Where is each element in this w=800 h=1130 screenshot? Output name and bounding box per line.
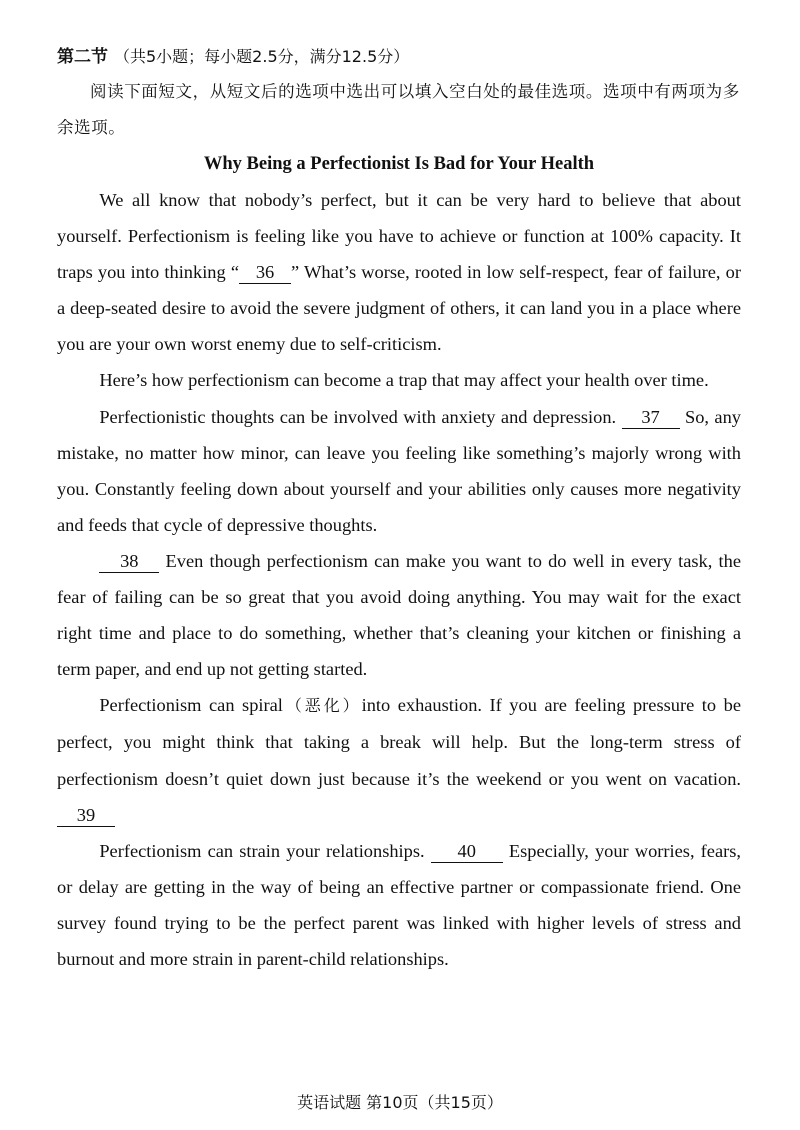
paragraph-1 — [57, 182, 741, 362]
paragraph-5-text-a: Perfectionism can spiral — [99, 695, 283, 716]
blank-36: 36 — [239, 261, 291, 284]
paragraph-3 — [57, 399, 741, 543]
instructions: 阅读下面短文，从短文后的选项中选出可以填入空白处的最佳选项。选项中有两项为多余选项。 — [57, 82, 740, 137]
paragraph-5-chinese-gloss: （恶化） — [282, 696, 362, 716]
paragraph-4 — [57, 543, 741, 687]
paragraph-1-text-b: ” What’s worse, rooted in low self-respect, fear of failure, or a deep-seated desire to avoid the severe judgment of others, it can land you in a place where you are your own worst enemy due to self-criticism. — [57, 262, 742, 355]
section-scoring-note: （共5小题；每小题2.5分，满分12.5分） — [114, 47, 410, 66]
paragraph-3-text-a: Perfectionistic thoughts can be involved with anxiety and depression. — [99, 406, 622, 427]
page-footer: 英语试题 第10页（共15页） — [297, 1093, 503, 1112]
paragraph-1-text-a: We all know that nobody’s perfect, but it can be very hard to believe that about yourself. Perfectionism is feeling like you have to achieve or function at 100% capacity. It traps you into thinking “ — [57, 190, 741, 283]
paragraph-2: Here’s how perfectionism can become a trap that may affect your health over time. — [99, 370, 709, 391]
blank-37: 37 — [622, 406, 680, 429]
paragraph-6-text-a: Perfectionism can strain your relationships. — [99, 840, 431, 861]
section-title: 第二节 — [57, 47, 108, 67]
paragraph-4-text-b: Even though perfectionism can make you want to do well in every task, the fear of failing can be so great that you avoid doing anything. You may wait for the exact right time and place to do something, whether that’s cleaning your kitchen or finishing a term paper, and end up not getting started. — [57, 550, 741, 680]
paragraph-6-text-b: Especially, your worries, fears, or delay are getting in the way of being an effective partner or compassionate friend. One survey found trying to be the perfect parent was linked with higher levels of stress and burnout and more strain in parent-child relationships. — [57, 840, 741, 969]
section-header — [57, 38, 741, 74]
paragraph-3-text-b: So, any mistake, no matter how minor, can leave you feeling like something’s majorly wrong with you. Constantly feeling down about yourself and your abilities only causes more negativity and feeds that cycle of depressive thoughts. — [57, 406, 741, 535]
paragraph-6 — [57, 833, 741, 977]
passage-title: Why Being a Perfectionist Is Bad for Your Health — [203, 154, 595, 174]
paragraph-5-text-b: into exhaustion. If you are feeling pressure to be perfect, you might think that taking a break will help. But the long-term stress of perfectionism doesn’t quiet down just because it’s the weekend or you went on vacation. — [57, 695, 741, 789]
blank-38: 38 — [99, 550, 159, 573]
blank-40: 40 — [431, 840, 503, 863]
exam-page — [57, 38, 741, 977]
paragraph-5 — [57, 687, 741, 832]
blank-39: 39 — [57, 804, 115, 827]
